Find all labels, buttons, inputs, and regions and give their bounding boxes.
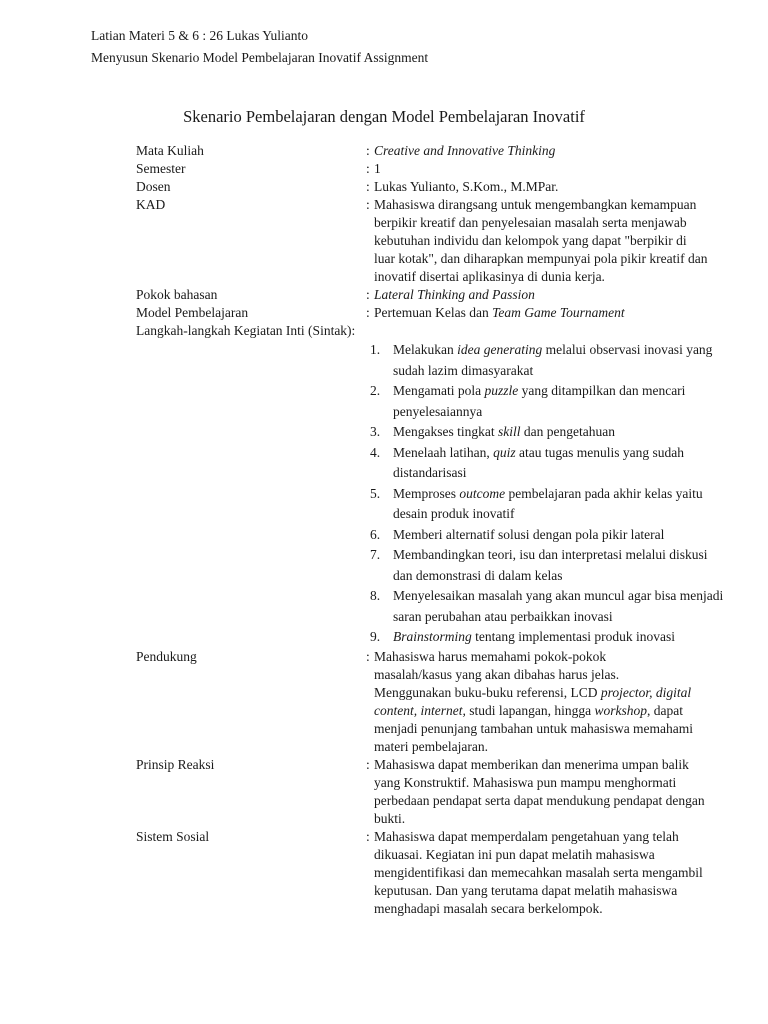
step-item xyxy=(370,422,726,443)
field-value: studi lapangan, hingga xyxy=(465,702,595,718)
step-text: tentang implementasi produk inovasi xyxy=(471,629,675,644)
step-item xyxy=(370,340,726,381)
field-pendukung xyxy=(136,648,726,756)
header-line-1: Latian Materi 5 & 6 : 26 Lukas Yulianto xyxy=(91,28,308,43)
field-label: Model Pembelajaran xyxy=(136,305,249,320)
step-number: 5. xyxy=(370,485,381,501)
step-text: Memproses xyxy=(393,485,460,501)
field-label: Prinsip Reaksi xyxy=(136,756,215,772)
step-text: Membandingkan teori, isu dan interpretasi melalui diskusi dan demonstrasi di dalam kelas xyxy=(393,547,708,583)
steps-list xyxy=(136,340,726,648)
field-label: Semester xyxy=(136,161,186,176)
field-label: Pendukung xyxy=(136,648,197,664)
field-value-italic: workshop xyxy=(594,702,647,718)
step-number: 9. xyxy=(370,629,381,644)
step-item xyxy=(370,443,726,484)
field-dosen xyxy=(136,178,726,196)
field-value: Menggunakan buku-buku referensi, LCD xyxy=(374,684,601,700)
step-item xyxy=(370,525,726,546)
step-text: Memberi alternatif solusi dengan pola pikir lateral xyxy=(393,526,665,542)
document-title: Skenario Pembelajaran dengan Model Pembelajaran Inovatif xyxy=(183,107,585,126)
field-label: Mata Kuliah xyxy=(136,143,204,158)
step-text: Melakukan xyxy=(393,342,458,357)
step-item xyxy=(370,627,726,648)
step-text: melalui observasi inovasi yang sudah lazim dimasyarakat xyxy=(393,342,713,378)
step-item xyxy=(370,484,726,525)
field-value-italic: projector, digital content, internet, xyxy=(374,684,692,718)
step-number: 1. xyxy=(370,342,381,357)
field-value: : Mahasiswa dapat memperdalam pengetahuan yang telah dikuasai. Kegiatan ini pun dapat melatih mahasiswa mengidentifikasi dan memecahkan masalah serta mengambil keputusan. Dan yang terutama dapat melatih mahasiswa menghadapi masalah secara berkelompok. xyxy=(374,828,703,916)
step-number: 7. xyxy=(370,547,381,562)
field-label: Pokok bahasan xyxy=(136,287,218,302)
step-text-italic: outcome xyxy=(459,485,506,501)
field-value: : Lateral Thinking and Passion xyxy=(374,287,535,302)
step-number: 2. xyxy=(370,383,381,398)
step-number: 3. xyxy=(370,424,381,439)
step-text-italic: idea generating xyxy=(457,342,543,357)
field-value: : 1 xyxy=(374,161,381,176)
field-label: KAD xyxy=(136,197,166,212)
step-text-italic: puzzle xyxy=(484,383,519,398)
field-value: : Mahasiswa dapat memberikan dan menerima umpan balik yang Konstruktif. Mahasiswa pun mampu menghormati perbedaan pendapat serta dapat mendukung pendapat dengan bukti. xyxy=(374,756,705,826)
field-kad xyxy=(136,196,726,286)
step-text: Mengakses tingkat xyxy=(393,424,498,439)
step-text: atau tugas menulis yang sudah distandarisasi xyxy=(393,444,684,480)
step-text: Menyelesaikan masalah yang akan muncul agar bisa menjadi saran perubahan atau perbaikkan inovasi xyxy=(393,588,724,624)
step-text-italic: Brainstorming xyxy=(393,629,472,644)
field-value: : Lukas Yulianto, S.Kom., M.MPar. xyxy=(374,179,559,194)
step-item xyxy=(370,545,726,586)
field-label: Langkah-langkah Kegiatan Inti (Sintak): xyxy=(136,323,356,338)
field-label: Dosen xyxy=(136,179,171,194)
step-number: 8. xyxy=(370,588,381,603)
field-value: : Creative and Innovative Thinking xyxy=(374,143,556,158)
step-text: dan pengetahuan xyxy=(520,424,615,439)
step-text-italic: skill xyxy=(497,424,521,439)
field-value: : Mahasiswa dirangsang untuk mengembangkan kemampuan berpikir kreatif dan penyelesaian masalah serta menjawab kebutuhan individu dan kelompok yang dapat "berpikir di luar kotak", dan diharapkan mempunyai pola pikir kreatif dan inovatif disertai aplikasinya di dunia kerja. xyxy=(374,197,708,284)
step-item xyxy=(370,586,726,627)
step-text: yang ditampilkan dan mencari penyelesaiannya xyxy=(393,383,686,419)
step-text: Mengamati pola xyxy=(393,383,485,398)
field-pokok-bahasan xyxy=(136,286,726,304)
field-sistem-sosial xyxy=(136,828,726,918)
field-langkah xyxy=(136,322,726,340)
step-item xyxy=(370,381,726,422)
step-text: Menelaah latihan, xyxy=(393,444,494,460)
field-value: , dapat menjadi penunjang tambahan untuk mahasiswa memahami materi pembelajaran. xyxy=(374,702,694,754)
field-label: Sistem Sosial xyxy=(136,828,210,844)
field-value: Pertemuan Kelas dan xyxy=(374,305,493,320)
field-value-italic: Team Game Tournament xyxy=(492,305,625,320)
step-number: 6. xyxy=(370,526,381,542)
step-text: pembelajaran pada akhir kelas yaitu desain produk inovatif xyxy=(393,485,703,521)
field-semester xyxy=(136,160,726,178)
field-model-pembelajaran xyxy=(136,304,726,322)
field-mata-kuliah xyxy=(136,142,726,160)
step-number: 4. xyxy=(370,444,381,460)
scenario-table xyxy=(136,142,726,918)
step-text-italic: quiz xyxy=(493,444,516,460)
field-prinsip-reaksi xyxy=(136,756,726,828)
header-line-2: Menyusun Skenario Model Pembelajaran Inovatif Assignment xyxy=(91,50,429,65)
field-value: : Mahasiswa harus memahami pokok-pokok masalah/kasus yang akan dibahas harus jelas. xyxy=(374,648,620,682)
